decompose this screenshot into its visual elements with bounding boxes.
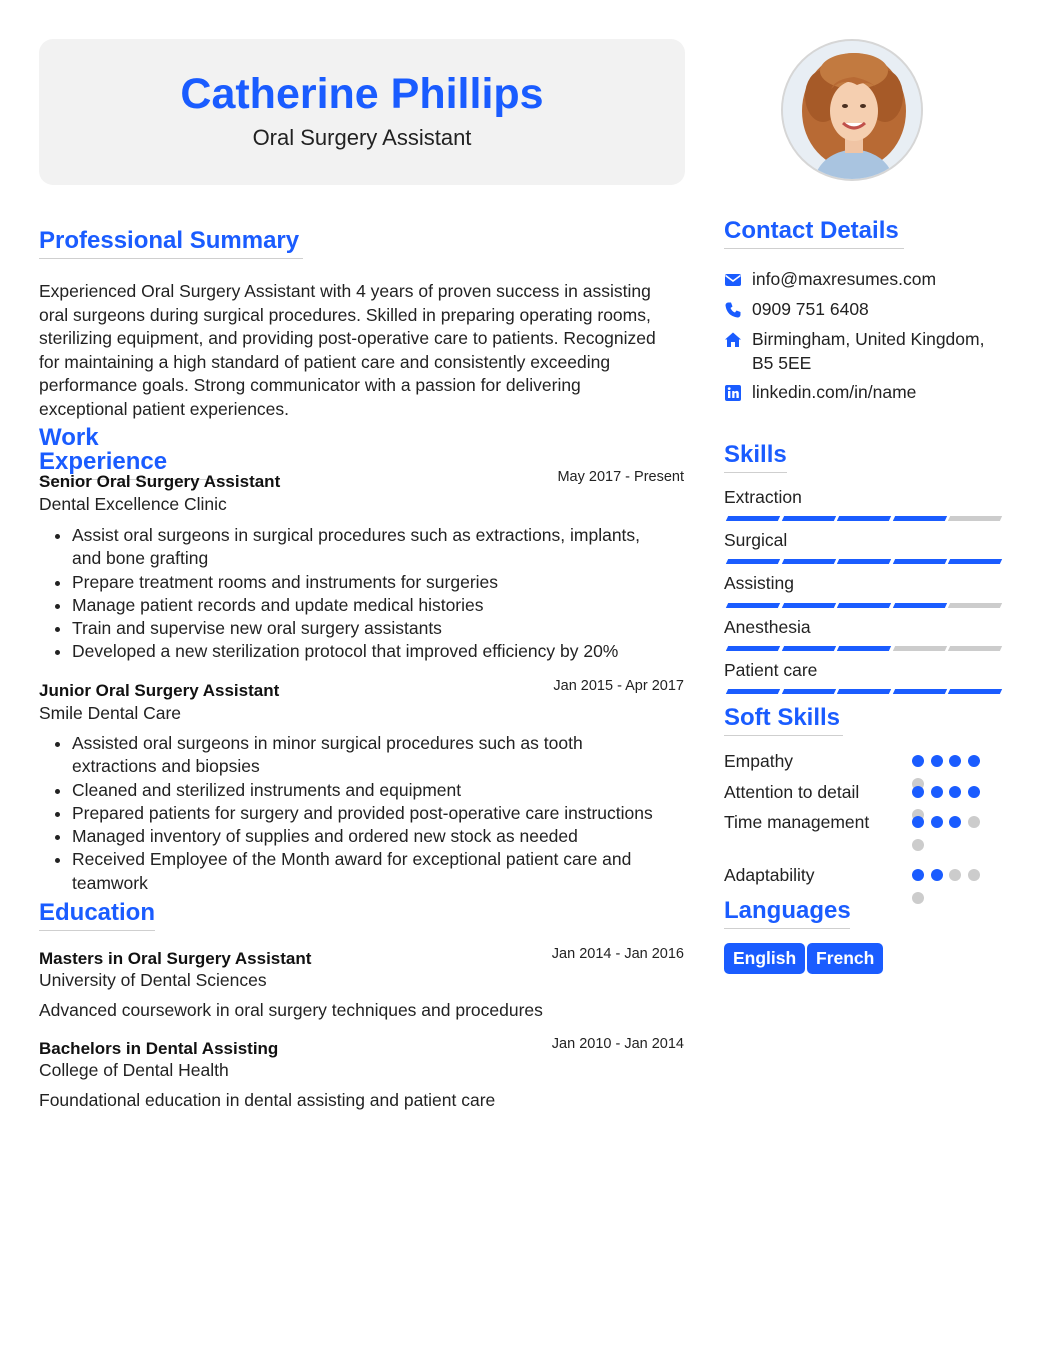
skill-bar-segment: [837, 646, 891, 651]
contact-linkedin-text: linkedin.com/in/name: [752, 382, 917, 402]
language-badge: English: [724, 943, 805, 974]
skill-bar-segment: [726, 516, 780, 521]
rating-dot: [949, 816, 961, 828]
job-bullet: • Manage patient records and update medical histories: [72, 594, 717, 617]
summary-line: oral surgeons during surgical procedures. Skilled in preparing operating rooms,: [39, 304, 651, 325]
contact-address-text: Birmingham, United Kingdom, B5 5EE: [752, 329, 985, 373]
education-degree: Bachelors in Dental Assisting: [39, 1039, 279, 1058]
rating-dot: [949, 869, 961, 881]
job-company: Smile Dental Care: [39, 703, 181, 723]
skill-bar-segment: [892, 603, 946, 608]
skill-name: Extraction: [724, 487, 802, 507]
soft-skill-name: Adaptability: [724, 865, 815, 885]
education-school: College of Dental Health: [39, 1060, 229, 1080]
skill-bar-segment: [726, 603, 780, 608]
rating-dot: [949, 755, 961, 767]
job-bullet: • Managed inventory of supplies and ordered new stock as needed: [72, 825, 717, 848]
rating-dot: [968, 755, 980, 767]
skill-bar-segment: [948, 559, 1002, 564]
candidate-title: Oral Surgery Assistant: [252, 125, 472, 150]
rating-dot: [912, 892, 924, 904]
section-title-skills: Skills: [724, 443, 787, 473]
job-bullet: • Developed a new sterilization protocol that improved efficiency by 20%: [72, 640, 717, 663]
skill-bar-segment: [837, 516, 891, 521]
rating-dot: [949, 786, 961, 798]
rating-dot: [931, 816, 943, 828]
skill-name: Assisting: [724, 573, 795, 593]
rating-dot: [912, 839, 924, 851]
skill-name: Anesthesia: [724, 617, 811, 637]
education-date: Jan 2014 - Jan 2016: [551, 946, 684, 962]
soft-skill-name: Time management: [724, 812, 870, 832]
envelope-icon: [724, 271, 742, 289]
summary-line: exceptional patient experiences.: [39, 398, 290, 419]
education-description: Advanced coursework in oral surgery techniques and procedures: [39, 1000, 543, 1020]
rating-dot: [912, 786, 924, 798]
job-bullet: • Assist oral surgeons in surgical procedures such as extractions, implants, and bone grafting: [72, 524, 717, 571]
rating-dot: [968, 816, 980, 828]
skill-bar-segment: [781, 689, 835, 694]
job-bullet: • Prepared patients for surgery and provided post-operative care instructions: [72, 802, 717, 825]
education-school: University of Dental Sciences: [39, 970, 267, 990]
skill-bar-segment: [781, 516, 835, 521]
skill-bar-segment: [781, 603, 835, 608]
soft-skill-name: Attention to detail: [724, 782, 860, 802]
skill-name: Patient care: [724, 660, 818, 680]
skill-bar-segment: [948, 603, 1002, 608]
summary-line: for maintaining a high standard of patient care and consistently exceeding: [39, 351, 611, 372]
skill-bar: [724, 646, 1000, 652]
skill-bar-segment: [892, 559, 946, 564]
education-description: Foundational education in dental assisting and patient care: [39, 1090, 496, 1110]
job-bullets: [39, 524, 717, 664]
education-degree: Masters in Oral Surgery Assistant: [39, 949, 312, 968]
section-title-summary: Professional Summary: [39, 229, 303, 259]
skill-name: Surgical: [724, 530, 788, 550]
job-bullet: • Assisted oral surgeons in minor surgical procedures such as tooth extractions and biopsies: [72, 732, 717, 779]
skill-bar-segment: [781, 646, 835, 651]
linkedin-icon: [724, 384, 742, 402]
section-title-languages: Languages: [724, 899, 850, 929]
section-title-experience: Work Experience: [39, 426, 233, 480]
section-title-contact: Contact Details: [724, 219, 904, 249]
soft-skill-name: Empathy: [724, 751, 794, 771]
skill-bar-segment: [892, 689, 946, 694]
section-title-soft-skills: Soft Skills: [724, 706, 843, 736]
summary-line: Experienced Oral Surgery Assistant with 4 years of proven success in assisting: [39, 281, 651, 301]
job-bullet: • Train and supervise new oral surgery assistants: [72, 617, 717, 640]
skill-bar: [724, 603, 1000, 609]
job-bullet: • Prepare treatment rooms and instruments for surgeries: [72, 571, 717, 594]
skill-bar-segment: [726, 689, 780, 694]
summary-line: performance goals. Strong communicator with a passion for delivering: [39, 375, 581, 395]
summary-text: [39, 280, 689, 421]
avatar: [781, 39, 923, 181]
job-title: Junior Oral Surgery Assistant: [39, 681, 280, 700]
contact-email-text: info@maxresumes.com: [752, 269, 937, 289]
rating-dot: [968, 869, 980, 881]
education-date: Jan 2010 - Jan 2014: [551, 1036, 684, 1052]
summary-line: sterilizing equipment, and providing post-operative care to patients. Recognized: [39, 328, 656, 348]
header-card: [39, 39, 685, 185]
skill-bar-segment: [948, 689, 1002, 694]
skill-bar-segment: [892, 516, 946, 521]
rating-dot: [912, 755, 924, 767]
job-bullet: • Received Employee of the Month award for exceptional patient care and teamwork: [72, 848, 717, 895]
job-date: May 2017 - Present: [557, 469, 684, 485]
contact-phone-text: 0909 751 6408: [752, 299, 869, 319]
job-bullet: • Cleaned and sterilized instruments and equipment: [72, 779, 717, 802]
skill-bar-segment: [837, 603, 891, 608]
phone-icon: [724, 301, 742, 319]
rating-dot: [968, 786, 980, 798]
rating-dot: [931, 869, 943, 881]
job-title: Senior Oral Surgery Assistant: [39, 472, 281, 491]
skill-bar-segment: [781, 559, 835, 564]
candidate-name: Catherine Phillips: [180, 70, 544, 118]
section-title-education: Education: [39, 901, 155, 931]
skill-bar: [724, 689, 1000, 695]
soft-skill-rating: [912, 816, 992, 856]
skill-bar-segment: [892, 646, 946, 651]
skill-bar-segment: [837, 559, 891, 564]
home-icon: [724, 331, 742, 349]
soft-skill-rating: [912, 869, 992, 909]
skill-bar-segment: [948, 516, 1002, 521]
job-bullets: [39, 732, 717, 895]
language-badge: French: [807, 943, 883, 974]
skill-bar: [724, 559, 1000, 565]
skill-bar-segment: [837, 689, 891, 694]
rating-dot: [912, 869, 924, 881]
skill-bar: [724, 516, 1000, 522]
skill-bar-segment: [726, 559, 780, 564]
rating-dot: [912, 816, 924, 828]
skill-bar-segment: [948, 646, 1002, 651]
rating-dot: [931, 786, 943, 798]
job-date: Jan 2015 - Apr 2017: [553, 678, 684, 694]
job-company: Dental Excellence Clinic: [39, 494, 227, 514]
rating-dot: [931, 755, 943, 767]
skill-bar-segment: [726, 646, 780, 651]
profile-photo: [783, 41, 923, 181]
